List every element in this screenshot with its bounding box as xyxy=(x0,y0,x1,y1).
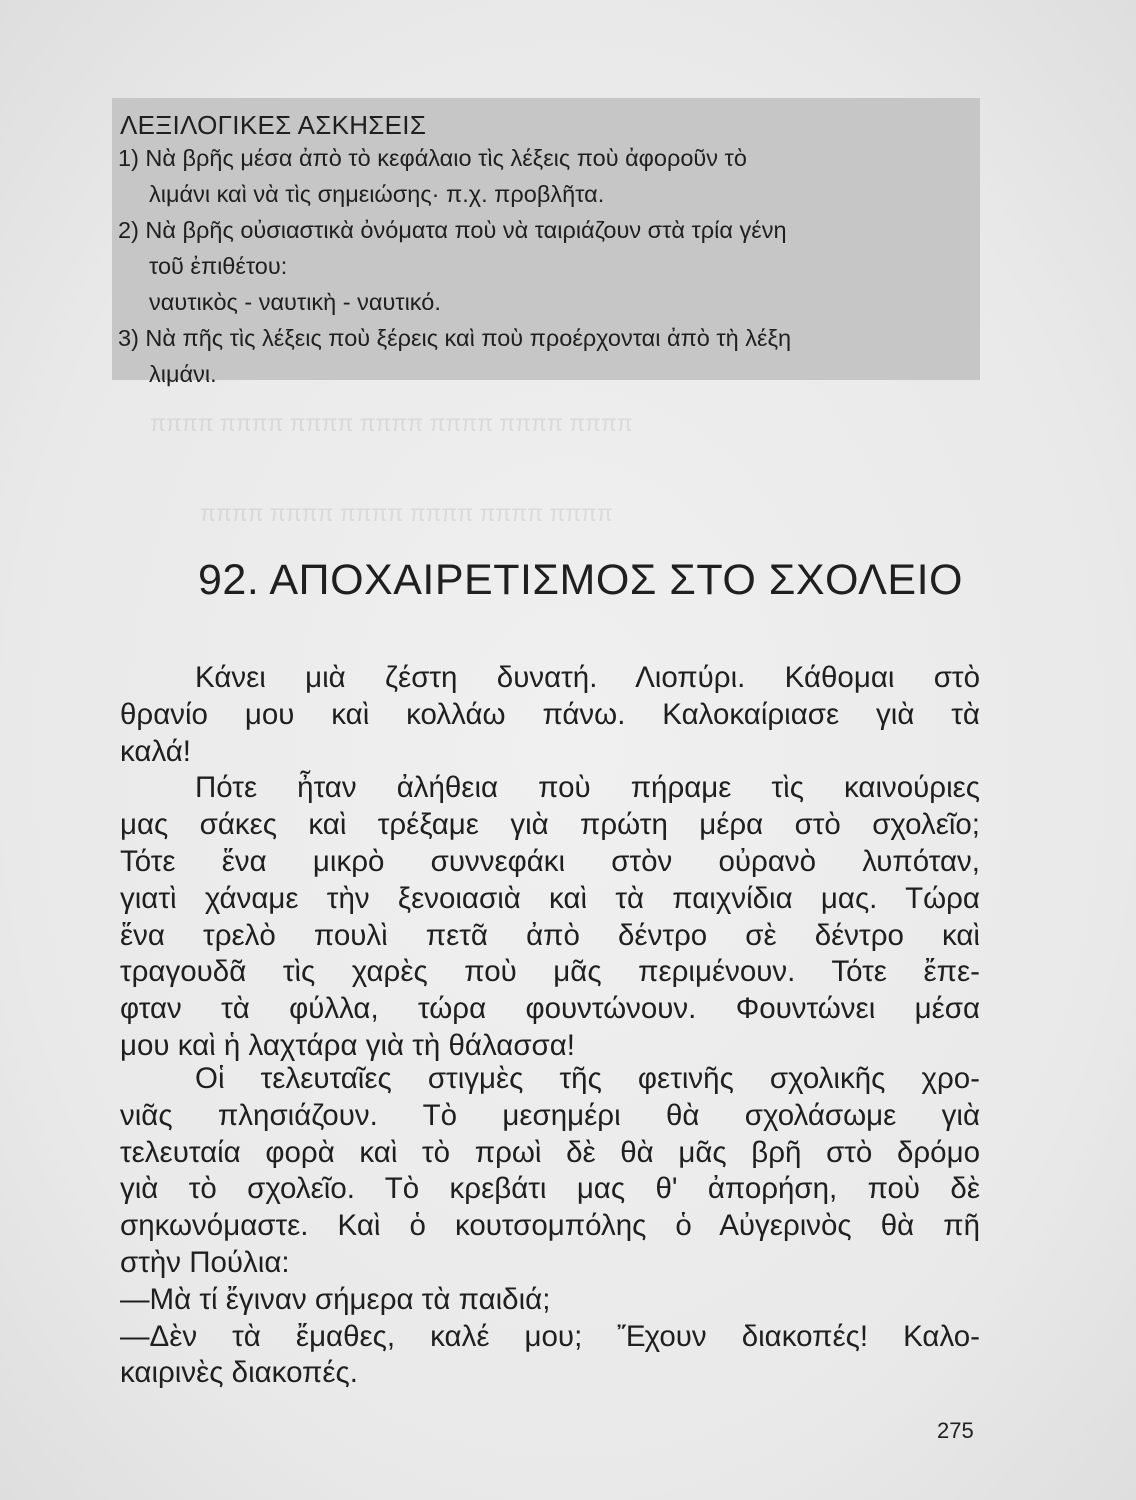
text-line: Πότε ἦταν ἀλήθεια ποὺ πήραμε τὶς καινούριες xyxy=(195,771,980,805)
show-through-text: ππππ ππππ ππππ ππππ ππππ ππππ xyxy=(200,500,613,526)
text-line: νιᾶς πλησιάζουν. Τὸ μεσημέρι θὰ σχολάσωμε γιὰ xyxy=(120,1098,980,1132)
exercise-line: λιμάνι. xyxy=(149,361,217,387)
lesson-paragraph xyxy=(120,660,980,1065)
exercise-line: τοῦ ἐπιθέτου: xyxy=(149,253,288,279)
text-line: τελευταία φορὰ καὶ τὸ πρωὶ δὲ θὰ μᾶς βρῆ στὸ δρόμο xyxy=(120,1135,980,1169)
exercise-line: ναυτικὸς - ναυτικὴ - ναυτικό. xyxy=(149,289,441,315)
exercise-list xyxy=(118,140,974,392)
dialogue-line: —Μὰ τί ἔγιναν σήμερα τὰ παιδιά; xyxy=(120,1282,551,1316)
text-line: γιατὶ χάναμε τὴν ξενοιασιὰ καὶ τὰ παιχνίδια μας. Τώρα xyxy=(120,881,980,915)
text-line: Κάνει μιὰ ζέστη δυνατή. Λιοπύρι. Κάθομαι στὸ xyxy=(195,661,980,694)
text-line: καιρινὲς διακοπές. xyxy=(120,1356,358,1390)
text-line: τραγουδᾶ τὶς χαρὲς ποὺ μᾶς περιμένουν. Τότε ἔπε- xyxy=(120,955,980,989)
exercise-item xyxy=(118,212,974,320)
exercise-item xyxy=(118,140,974,212)
text-line: θρανίο μου καὶ κολλάω πάνω. Καλοκαίριασε γιὰ τὰ xyxy=(120,697,980,731)
exercise-line: λιμάνι καὶ νὰ τὶς σημειώσης· π.χ. προβλῆτα. xyxy=(149,181,605,207)
text-line: καλά! xyxy=(120,734,191,768)
exercise-line: 1) Νὰ βρῆς μέσα ἀπὸ τὸ κεφάλαιο τὶς λέξεις ποὺ ἀφοροῦν τὸ xyxy=(118,145,747,171)
exercise-line: 2) Νὰ βρῆς οὐσιαστικὰ ὀνόματα ποὺ νὰ ταιριάζουν στὰ τρία γένη xyxy=(118,217,787,243)
text-line: Τότε ἕνα μικρὸ συννεφάκι στὸν οὐρανὸ λυπόταν, xyxy=(120,844,980,878)
exercise-item xyxy=(118,320,974,392)
text-line: Οἱ τελευταῖες στιγμὲς τῆς φετινῆς σχολικῆς χρο- xyxy=(195,1062,980,1095)
show-through-text: ππππ ππππ ππππ ππππ ππππ ππππ ππππ xyxy=(150,410,633,436)
lesson-title: 92. ΑΠΟΧΑΙΡΕΤΙΣΜΟΣ ΣΤΟ ΣΧΟΛΕΙΟ xyxy=(198,556,963,604)
text-line: σηκωνόμαστε. Καὶ ὁ κουτσομπόλης ὁ Αὐγερινὸς θὰ πῆ xyxy=(120,1209,980,1243)
text-line: γιὰ τὸ σχολεῖο. Τὸ κρεβάτι μας θ' ἀπορήση, ποὺ δὲ xyxy=(120,1172,980,1206)
exercise-heading: ΛΕΞΙΛΟΓΙΚΕΣ ΑΣΚΗΣΕΙΣ xyxy=(120,110,427,140)
text-line: μας σάκες καὶ τρέξαμε γιὰ πρώτη μέρα στὸ σχολεῖο; xyxy=(120,808,980,842)
text-line: φταν τὰ φύλλα, τώρα φουντώνουν. Φουντώνει μέσα xyxy=(120,992,980,1026)
text-line: μου καὶ ἡ λαχτάρα γιὰ τὴ θάλασσα! xyxy=(120,1028,575,1062)
exercise-line: 3) Νὰ πῆς τὶς λέξεις ποὺ ξέρεις καὶ ποὺ προέρχονται ἀπὸ τὴ λέξη xyxy=(118,325,792,351)
text-line: στὴν Πούλια: xyxy=(120,1245,290,1279)
lesson-paragraph xyxy=(120,1061,980,1392)
page-number: 275 xyxy=(937,1418,974,1443)
dialogue-line: —Δὲν τὰ ἔμαθες, καλέ μου; Ἔχουν διακοπές! Καλο- xyxy=(120,1319,980,1353)
text-line: ἕνα τρελὸ πουλὶ πετᾶ ἀπὸ δέντρο σὲ δέντρο καὶ xyxy=(120,918,980,952)
